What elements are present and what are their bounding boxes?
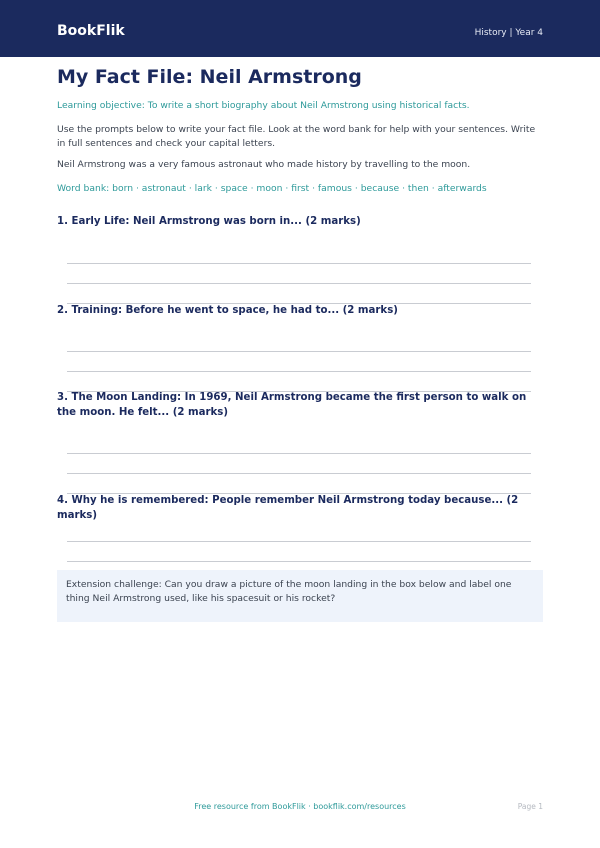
extension-challenge-text: Extension challenge: Can you draw a picture of the moon landing in the box below and label one thing Neil Armstrong used, like his spacesuit or his rocket? <box>66 579 512 604</box>
answer-line[interactable] <box>67 263 531 264</box>
answer-line[interactable] <box>67 351 531 352</box>
question-2: 2. Training: Before he went to space, he had to... (2 marks) <box>57 305 398 316</box>
page-number: Page 1 <box>517 802 543 811</box>
question-3: 3. The Moon Landing: In 1969, Neil Armstrong became the first person to walk on the moon. He felt... (2 marks) <box>57 392 527 418</box>
answer-line[interactable] <box>67 473 531 474</box>
answer-line[interactable] <box>67 561 531 562</box>
extension-challenge-box <box>57 570 543 622</box>
answer-line[interactable] <box>67 371 531 372</box>
instructions: Use the prompts below to write your fact file. Look at the word bank for help with your sentences. Write in full sentences and check your capital letters. <box>57 124 536 149</box>
question-1: 1. Early Life: Neil Armstrong was born in... (2 marks) <box>57 216 361 227</box>
header-bar <box>0 0 600 57</box>
answer-line[interactable] <box>67 541 531 542</box>
subject-label: History | Year 4 <box>474 28 543 38</box>
question-4: 4. Why he is remembered: People remember Neil Armstrong today because... (2 marks) <box>57 495 519 521</box>
answer-line[interactable] <box>67 453 531 454</box>
intro-text: Neil Armstrong was a very famous astronaut who made history by travelling to the moon. <box>57 159 471 170</box>
footer <box>0 802 600 816</box>
word-bank: Word bank: born · astronaut · lark · space · moon · first · famous · because · then · afterwards <box>57 183 487 194</box>
brand-logo[interactable]: BookFlik <box>57 23 125 39</box>
footer-link[interactable]: Free resource from BookFlik · bookflik.com/resources <box>194 802 406 811</box>
answer-line[interactable] <box>67 283 531 284</box>
page-title: My Fact File: Neil Armstrong <box>57 66 362 88</box>
learning-objective: Learning objective: To write a short biography about Neil Armstrong using historical facts. <box>57 100 470 111</box>
